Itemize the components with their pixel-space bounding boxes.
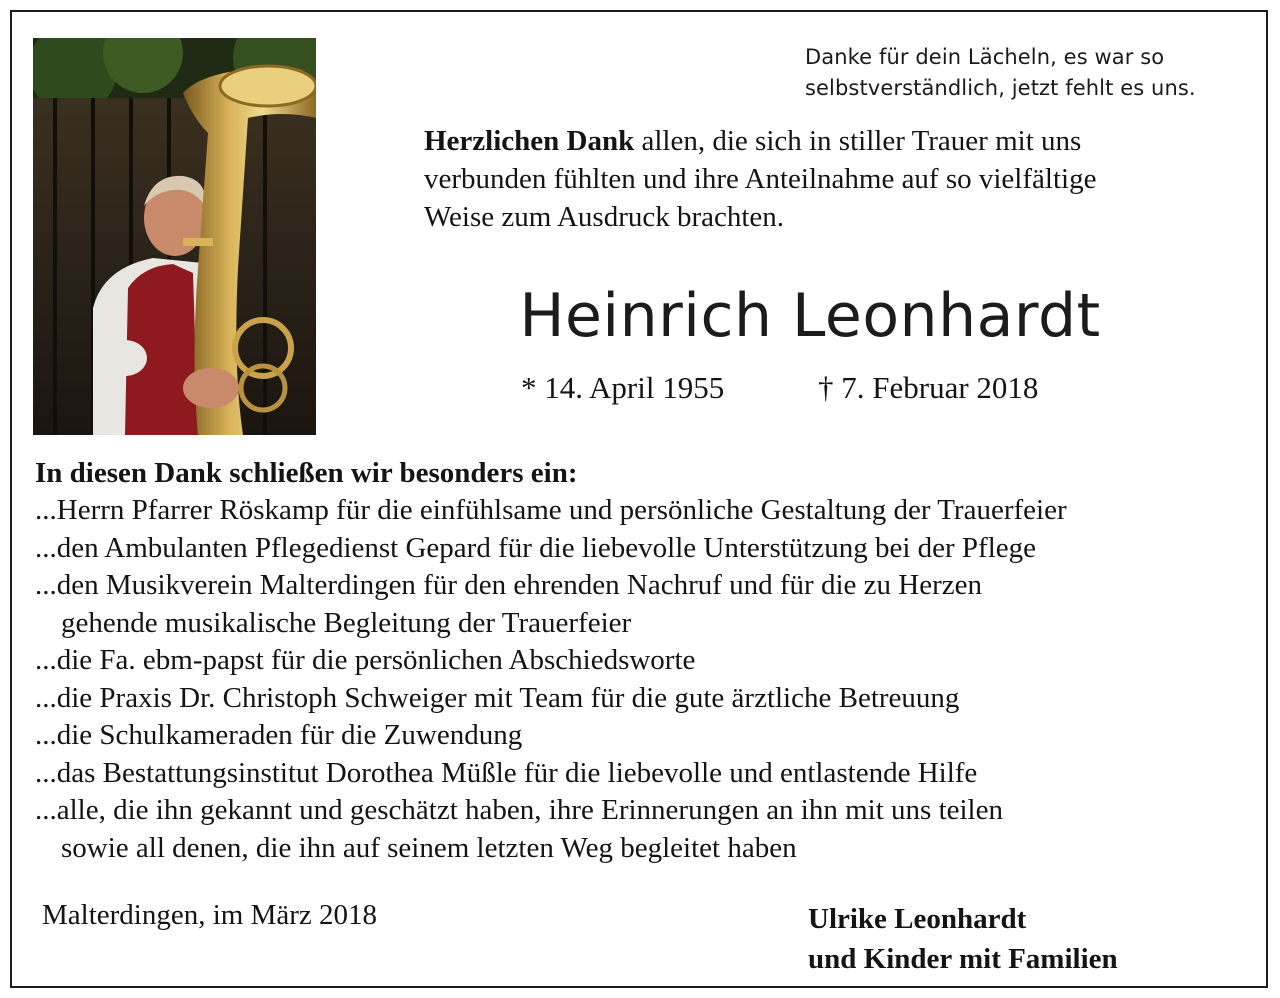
- list-item: ...alle, die ihn gekannt und geschätzt haben, ihre Erinnerungen an ihn mit uns teilen: [35, 794, 1003, 826]
- list-item: ...Herrn Pfarrer Röskamp für die einfühlsame und persönliche Gestaltung der Trauerfeier: [35, 494, 1067, 526]
- acknowledgements-list: [35, 492, 1255, 867]
- thanks-line-3: Weise zum Ausdruck brachten.: [424, 201, 785, 233]
- list-item: ...die Praxis Dr. Christoph Schweiger mit Team für die gute ärztliche Betreuung: [35, 681, 960, 714]
- thanks-line-1-text: allen, die sich in stiller Trauer mit uns: [634, 125, 1082, 157]
- signature-line-2: und Kinder mit Familien: [808, 943, 1118, 975]
- signature: [808, 899, 1118, 979]
- place-date: Malterdingen, im März 2018: [42, 899, 378, 931]
- list-item: ...den Ambulanten Pflegedienst Gepard für die liebevolle Unterstützung bei der Pflege: [35, 531, 1037, 564]
- motto-quote: [805, 42, 1245, 104]
- list-item: ...das Bestattungsinstitut Dorothea Müßle für die liebevolle und entlastende Hilfe: [35, 756, 978, 789]
- list-item-continuation: gehende musikalische Begleitung der Trauerfeier: [61, 606, 632, 639]
- motto-line-2: selbstverständlich, jetzt fehlt es uns.: [805, 76, 1196, 100]
- signature-line-1: Ulrike Leonhardt: [808, 903, 1027, 935]
- thanks-line-2: verbunden fühlten und ihre Anteilnahme auf so vielfältige: [424, 163, 1097, 195]
- portrait-photo: [33, 38, 316, 435]
- death-date: † 7. Februar 2018: [818, 370, 1039, 405]
- deceased-name: Heinrich Leonhardt: [519, 281, 1101, 351]
- thanks-line-1: [424, 122, 1244, 160]
- birth-date: * 14. April 1955: [521, 370, 725, 405]
- list-item: ...die Schulkameraden für die Zuwendung: [35, 719, 523, 751]
- acknowledgements-heading: In diesen Dank schließen wir besonders ein:: [35, 457, 578, 489]
- list-item: ...die Fa. ebm-papst für die persönlichen Abschiedsworte: [35, 644, 696, 676]
- motto-line-1: Danke für dein Lächeln, es war so: [805, 45, 1165, 69]
- thanks-paragraph: [424, 122, 1244, 236]
- list-item-continuation: sowie all denen, die ihn auf seinem letzten Weg begleitet haben: [61, 831, 797, 864]
- list-item: ...den Musikverein Malterdingen für den ehrenden Nachruf und für die zu Herzen: [35, 569, 982, 601]
- thanks-bold-phrase: Herzlichen Dank: [424, 125, 635, 157]
